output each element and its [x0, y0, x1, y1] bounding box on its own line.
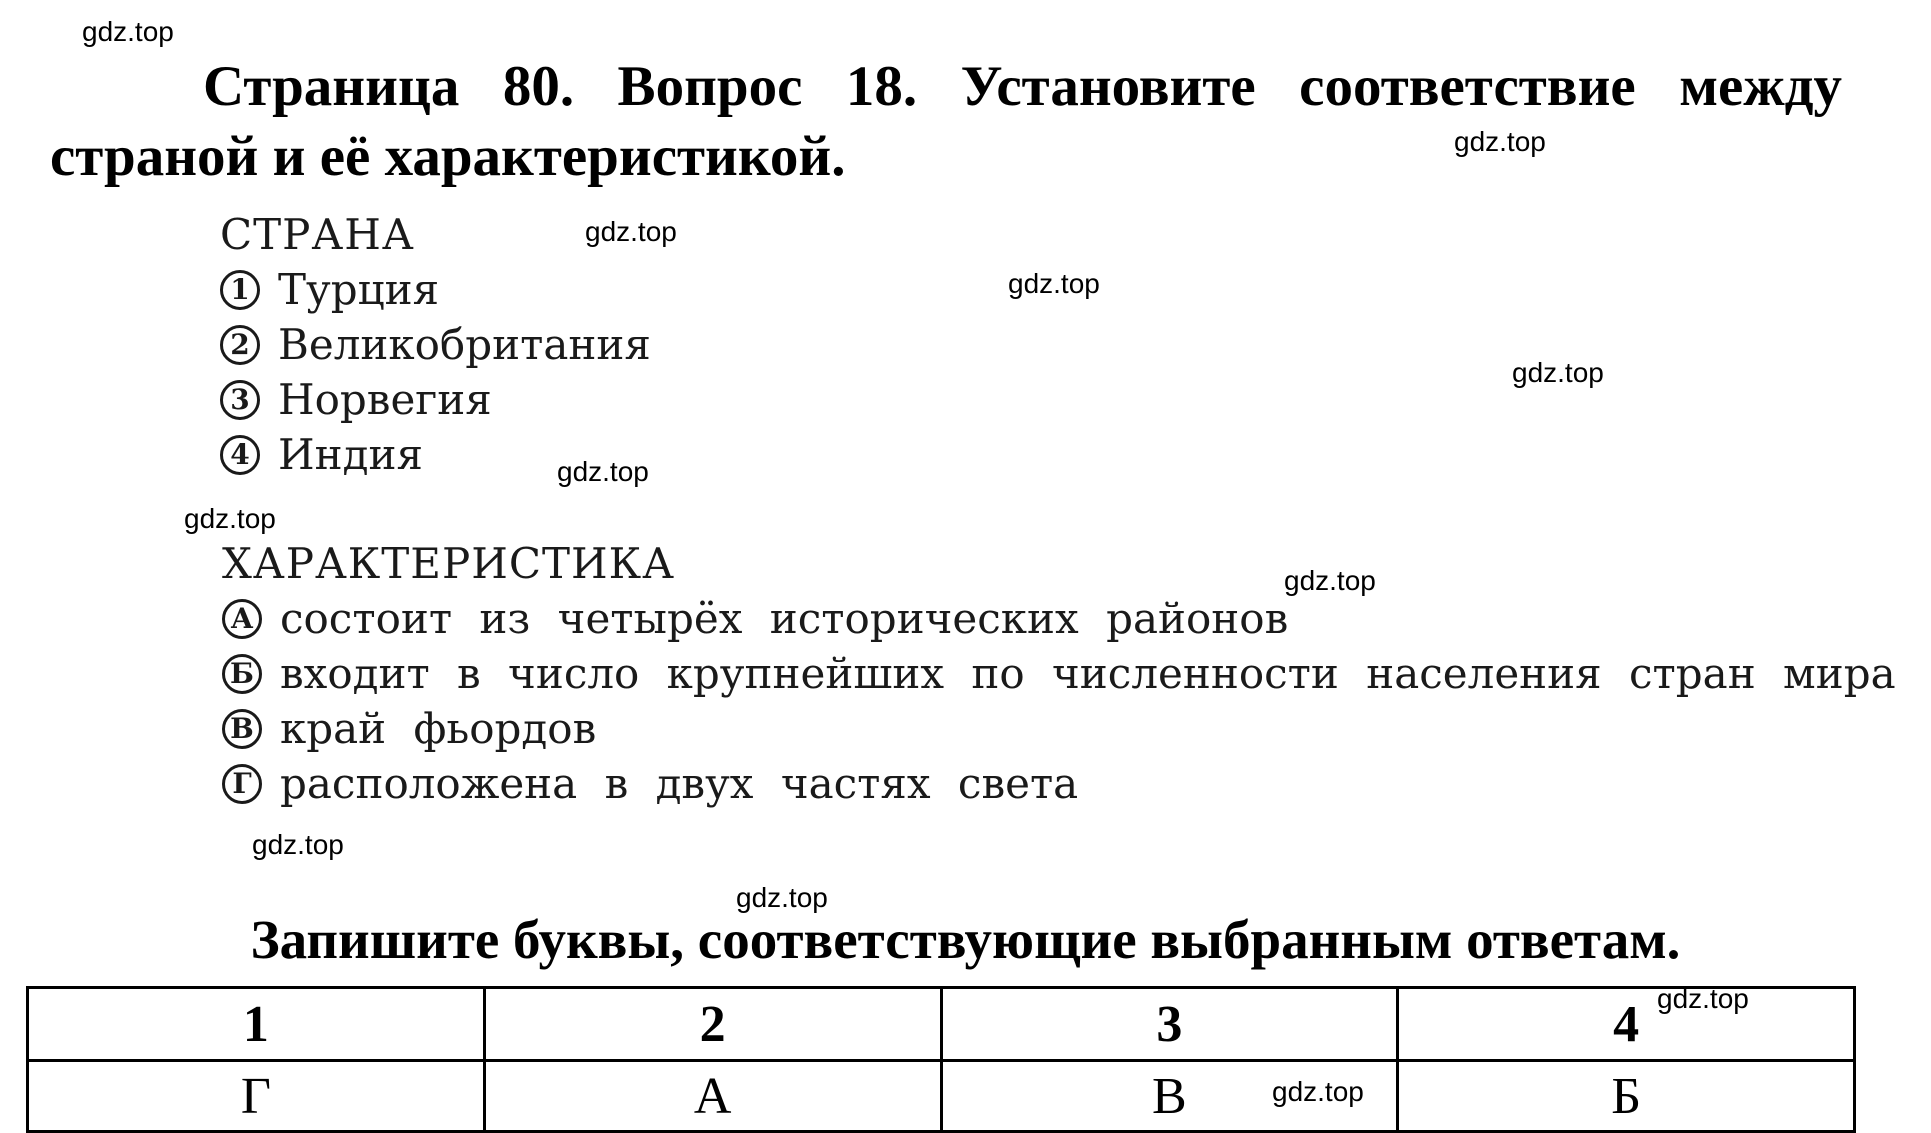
countries-block: [220, 208, 651, 482]
watermark: gdz.top: [1008, 268, 1100, 299]
letter-marker: В: [222, 709, 262, 749]
country-label: Великобритания: [278, 320, 651, 369]
number-marker: 1: [220, 270, 260, 310]
answer-cell: А: [484, 1061, 941, 1132]
characteristic-item: [222, 701, 1896, 756]
characteristic-label: край фьордов: [280, 704, 597, 753]
watermark: gdz.top: [1454, 126, 1546, 157]
country-item: [220, 372, 651, 427]
answer-instruction: Запишите буквы, соответствующие выбранным ответам.: [250, 909, 1681, 970]
answer-cell: Г: [28, 1061, 485, 1132]
country-label: Норвегия: [278, 375, 492, 424]
answer-table: [26, 986, 1856, 1133]
letter-marker: Г: [222, 764, 262, 804]
characteristics-heading: ХАРАКТЕРИСТИКА: [222, 539, 675, 588]
header-cell: 1: [28, 988, 485, 1061]
characteristic-label: расположена в двух частях света: [280, 759, 1079, 808]
header-cell: 4: [1398, 988, 1855, 1061]
table-header-row: [28, 988, 1855, 1061]
watermark: gdz.top: [1512, 357, 1604, 388]
characteristic-item: [222, 756, 1896, 811]
watermark: gdz.top: [736, 882, 828, 913]
characteristic-label: входит в число крупнейших по численности населения стран мира: [280, 649, 1896, 698]
table-row: [28, 1061, 1855, 1132]
characteristics-block: [222, 537, 1896, 811]
watermark: gdz.top: [82, 16, 174, 47]
letter-marker: А: [222, 599, 262, 639]
header-cell: 3: [941, 988, 1398, 1061]
number-marker: 3: [220, 380, 260, 420]
watermark: gdz.top: [252, 829, 344, 860]
watermark: gdz.top: [557, 456, 649, 487]
question-title: Страница 80. Вопрос 18. Установите соответствие между страной и её характеристикой.: [50, 55, 1842, 188]
countries-heading: СТРАНА: [220, 210, 415, 259]
country-label: Турция: [278, 265, 440, 314]
header-cell: 2: [484, 988, 941, 1061]
answer-cell: В: [941, 1061, 1398, 1132]
number-marker: 4: [220, 435, 260, 475]
characteristic-label: состоит из четырёх исторических районов: [280, 594, 1289, 643]
characteristic-item: [222, 591, 1896, 646]
watermark: gdz.top: [585, 216, 677, 247]
letter-marker: Б: [222, 654, 262, 694]
characteristic-item: [222, 646, 1896, 701]
country-item: [220, 427, 651, 482]
watermark: gdz.top: [1284, 565, 1376, 596]
answer-cell: Б: [1398, 1061, 1855, 1132]
watermark: gdz.top: [1272, 1076, 1364, 1107]
country-item: [220, 317, 651, 372]
watermark: gdz.top: [1657, 983, 1749, 1014]
country-item: [220, 262, 651, 317]
watermark: gdz.top: [184, 503, 276, 534]
number-marker: 2: [220, 325, 260, 365]
country-label: Индия: [278, 430, 423, 479]
